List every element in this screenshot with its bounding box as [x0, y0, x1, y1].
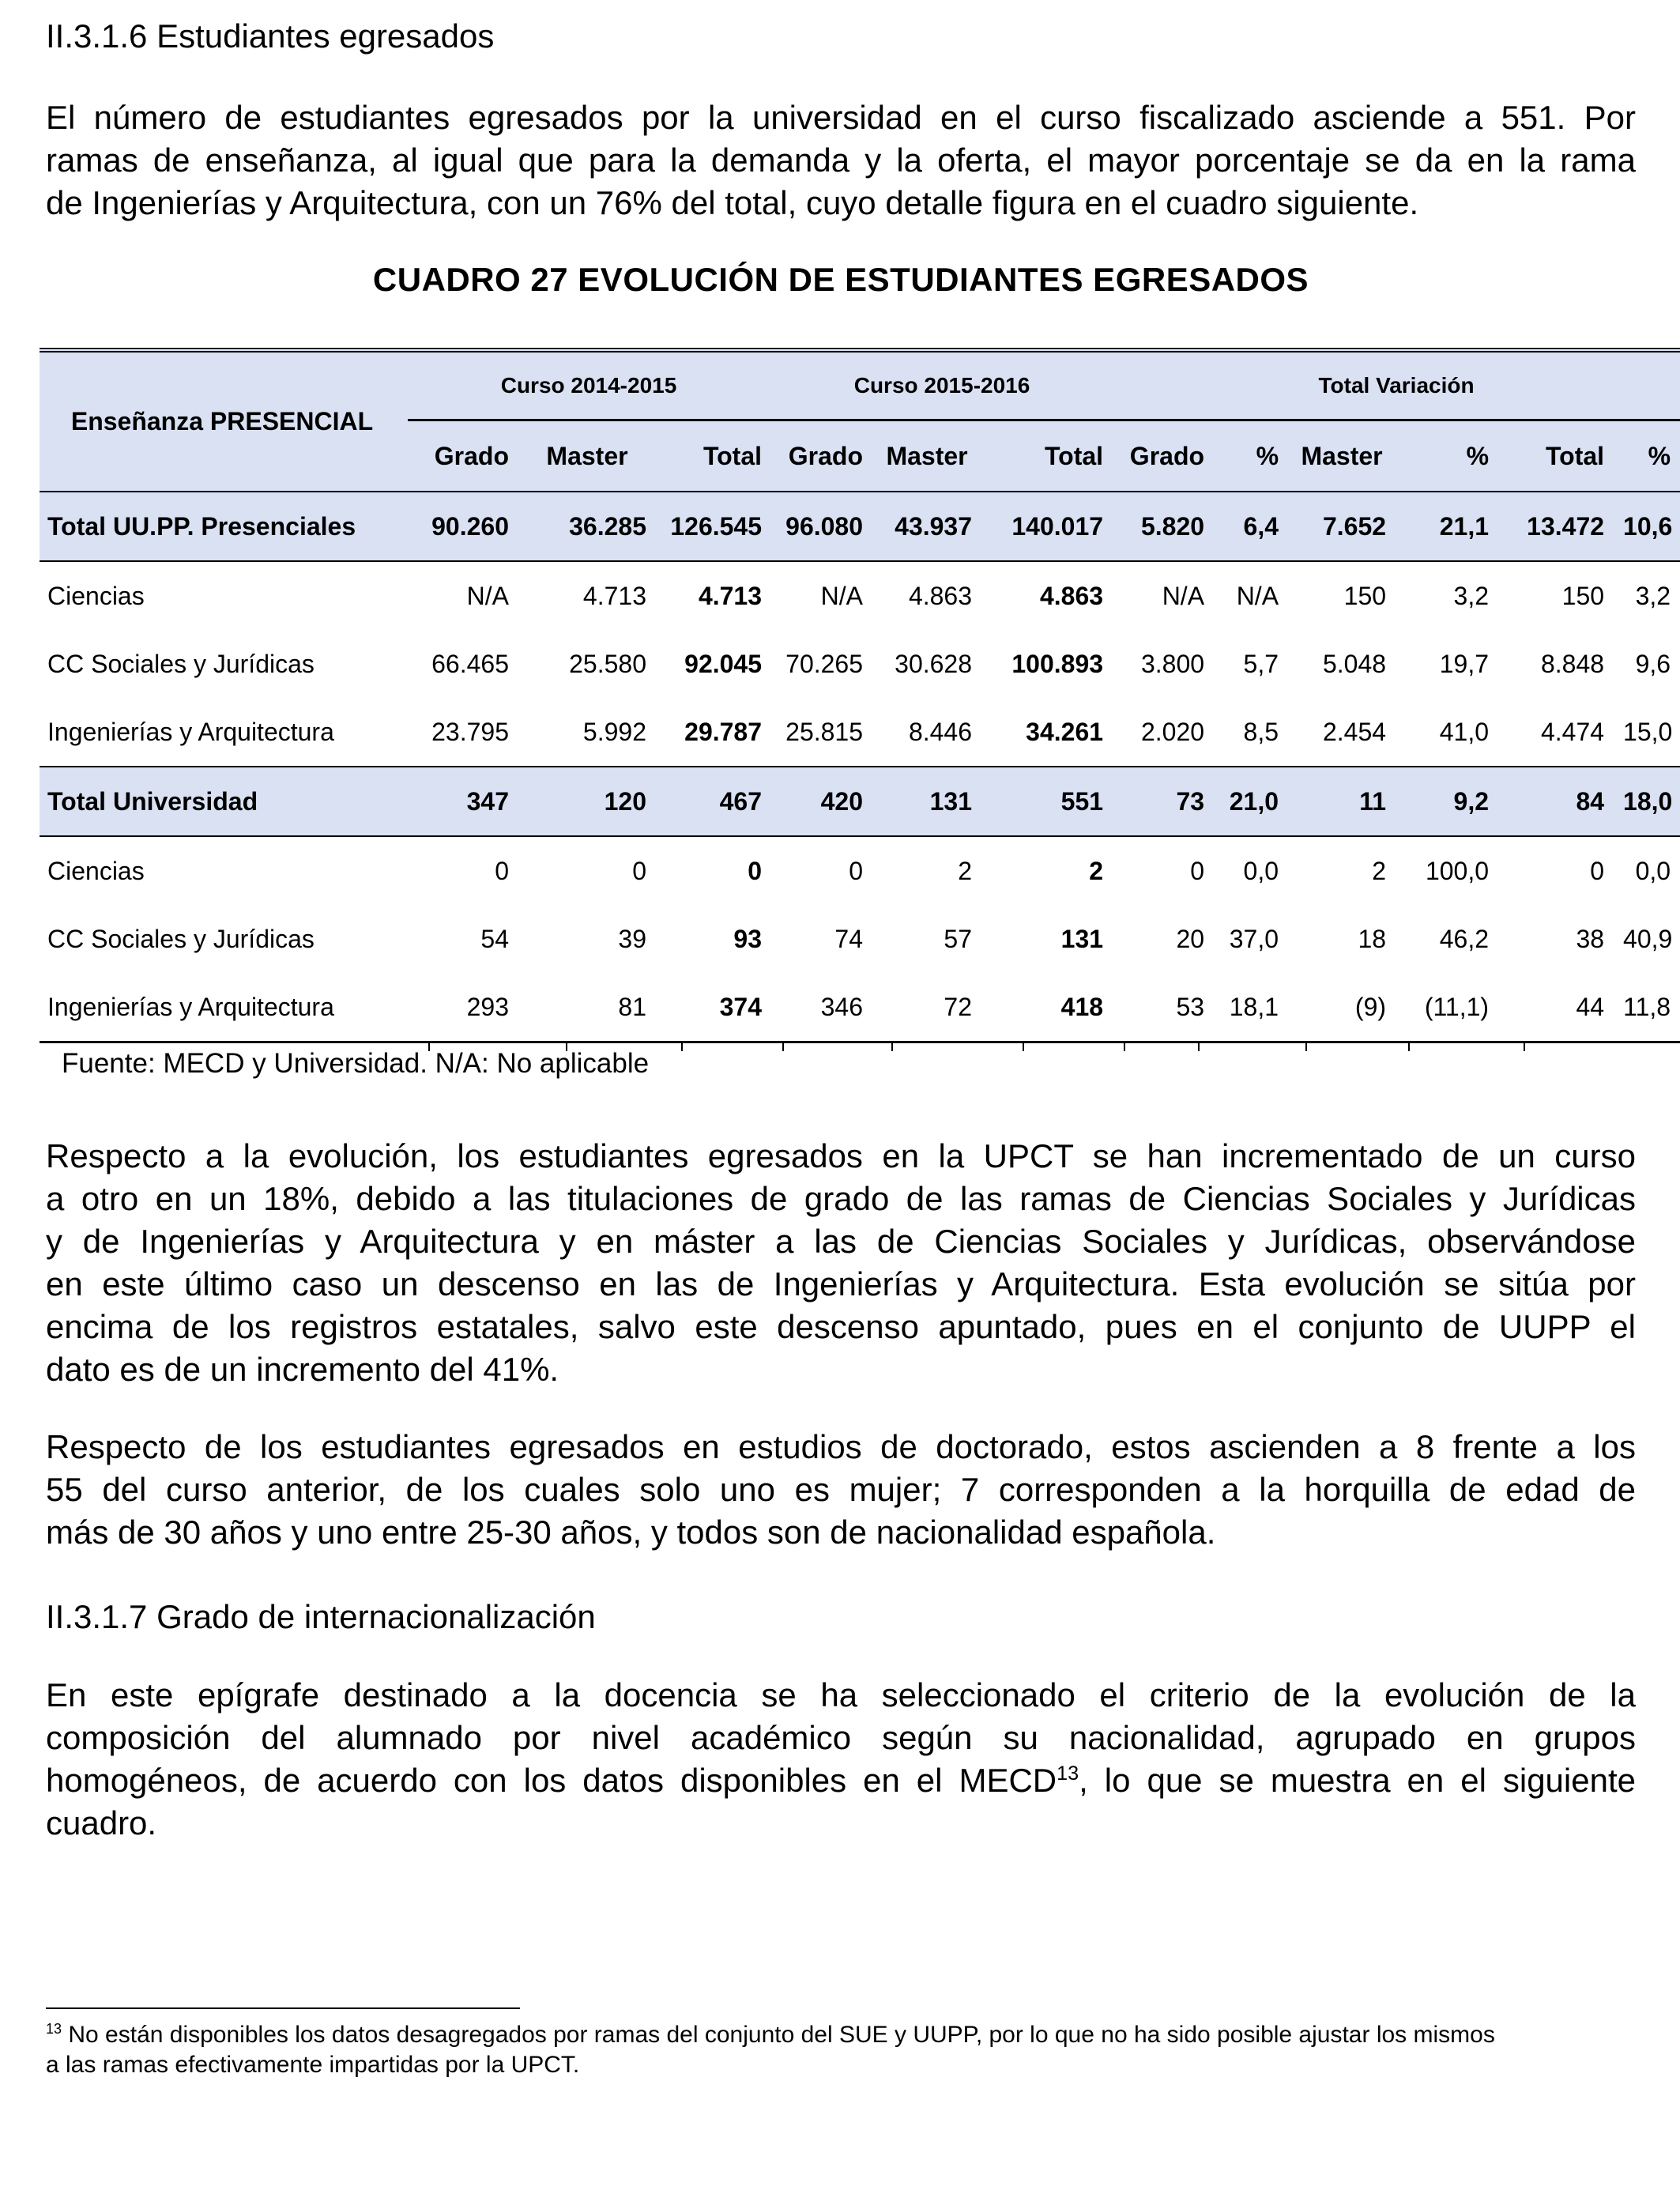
table-cell: 9,6: [1635, 649, 1671, 678]
table-cell: 72: [874, 973, 983, 1042]
table-cell: 66.465: [431, 649, 509, 678]
column-header: Grado: [1114, 420, 1215, 492]
table-cell: 293: [408, 973, 520, 1042]
footnote: [46, 2020, 1642, 2080]
table-cell: 0: [1190, 856, 1205, 885]
table-cell: 40,9: [1623, 924, 1673, 953]
table-cell: 120: [520, 767, 657, 836]
column-tick: [1524, 1042, 1525, 1051]
column-tick: [1124, 1042, 1125, 1051]
row-header: Enseñanza PRESENCIAL: [40, 350, 408, 492]
table-cell: 150: [1343, 581, 1387, 610]
table-row: [40, 630, 1680, 698]
table-cell: 4.713: [582, 581, 646, 610]
text-line: En este epígrafe destinado a la docencia se ha seleccionado el criterio de la evolución de la: [46, 1676, 1636, 1713]
text-fragment: homogéneos, de acuerdo con los datos disponibles en el MECD: [46, 1762, 1057, 1799]
table-cell: 4.863: [1039, 581, 1104, 610]
table-cell: 100,0: [1425, 856, 1490, 885]
table-cell: 2: [1089, 856, 1104, 885]
table-cell: 4.863: [908, 581, 973, 610]
table-cell: 15,0: [1623, 717, 1673, 746]
table-source: Fuente: MECD y Universidad. N/A: No aplicable: [62, 1048, 650, 1079]
table-cell: 73: [1114, 767, 1215, 836]
text-line: en este último caso un descenso en las de Ingenierías y Arquitectura. Esta evolución se sitúa por: [46, 1265, 1636, 1302]
internationalization-paragraph: [46, 1674, 1636, 1845]
table-cell: 34.261: [1026, 717, 1104, 746]
table-cell: 18: [1358, 924, 1387, 953]
text-fragment: , lo que se muestra en el siguiente: [1079, 1762, 1636, 1799]
section-heading-egresados: II.3.1.6 Estudiantes egresados: [46, 17, 495, 55]
table-cell: 20: [1176, 924, 1205, 953]
table-cell: 54: [480, 924, 509, 953]
table-row: [40, 767, 1680, 836]
table-cell: 100.893: [1011, 649, 1104, 678]
text-line: de Ingenierías y Arquitectura, con un 76% del total, cuyo detalle figura en el cuadro siguiente.: [46, 184, 1419, 221]
column-header: Total: [1500, 420, 1615, 492]
column-tick: [1305, 1042, 1307, 1051]
table-cell: 11: [1290, 767, 1397, 836]
table-cell: 13.472: [1500, 492, 1615, 561]
table-cell: 0,0: [1635, 856, 1671, 885]
table-cell: 39: [618, 924, 646, 953]
table-cell: 5.992: [582, 717, 646, 746]
table-cell: 70.265: [785, 649, 864, 678]
evolution-paragraph: [46, 1135, 1636, 1391]
row-label: Ciencias: [47, 856, 145, 885]
text-line: más de 30 años y uno entre 25-30 años, y todos son de nacionalidad española.: [46, 1514, 1216, 1551]
table-cell: 43.937: [874, 492, 983, 561]
table-cell: (9): [1290, 973, 1397, 1042]
table-cell: 21,1: [1397, 492, 1500, 561]
group-header: Curso 2015-2016: [773, 350, 1114, 420]
table-header-groups: [40, 350, 1680, 420]
row-label: Total Universidad: [40, 767, 408, 836]
table-cell: 131: [874, 767, 983, 836]
table-cell: 25.815: [785, 717, 864, 746]
footnote-number: 13: [46, 2021, 62, 2037]
table-cell: 467: [657, 767, 773, 836]
table-cell: 5.820: [1114, 492, 1215, 561]
table-cell: N/A: [820, 581, 864, 610]
text-line: dato es de un incremento del 41%.: [46, 1351, 559, 1388]
table-cell: 46,2: [1439, 924, 1490, 953]
table-cell: 0: [748, 856, 763, 885]
column-tick: [1198, 1042, 1200, 1051]
table-cell: 418: [983, 973, 1114, 1042]
table-cell: 140.017: [983, 492, 1114, 561]
row-label: Ciencias: [47, 581, 145, 610]
table-row: [40, 973, 1680, 1042]
table-cell: 10,6: [1615, 492, 1680, 561]
row-label: Ingenierías y Arquitectura: [40, 973, 408, 1042]
section-heading-internacionalizacion: II.3.1.7 Grado de internacionalización: [46, 1598, 596, 1635]
footnote-text: No están disponibles los datos desagregados por ramas del conjunto del SUE y UUPP, por lo que no ha sido posible ajustar los mismos: [62, 2022, 1495, 2048]
table-cell: 57: [944, 924, 973, 953]
table-cell: 0: [632, 856, 646, 885]
table-cell: 21,0: [1215, 767, 1290, 836]
table-cell: 551: [983, 767, 1114, 836]
table-cell: 3,2: [1453, 581, 1490, 610]
table-row: [40, 698, 1680, 767]
text-line: y de Ingenierías y Arquitectura y en máster a las de Ciencias Sociales y Jurídicas, observándose: [46, 1223, 1636, 1260]
column-tick: [1408, 1042, 1410, 1051]
table-cell: 5.048: [1322, 649, 1387, 678]
text-line: Respecto a la evolución, los estudiantes egresados en la UPCT se han incrementado de un curso: [46, 1137, 1636, 1174]
table-cell: 74: [834, 924, 864, 953]
group-header: Total Variación: [1114, 350, 1680, 420]
table-cell: 7.652: [1290, 492, 1397, 561]
row-label: CC Sociales y Jurídicas: [47, 924, 315, 953]
text-line: [46, 1759, 1636, 1802]
table-cell: 131: [1060, 924, 1104, 953]
intro-paragraph: [46, 96, 1636, 224]
table-cell: 0: [849, 856, 864, 885]
table-row: [40, 492, 1680, 561]
text-line: Respecto de los estudiantes egresados en estudios de doctorado, estos ascienden a 8 frente a los: [46, 1428, 1636, 1465]
table-cell: 2: [1372, 856, 1387, 885]
table-cell: 0: [1590, 856, 1605, 885]
column-header: %: [1215, 420, 1290, 492]
table-cell: 44: [1500, 973, 1615, 1042]
table-cell: 5,7: [1243, 649, 1279, 678]
table-cell: 19,7: [1439, 649, 1490, 678]
egresados-table: [40, 348, 1680, 1043]
column-header: Total: [983, 420, 1114, 492]
table-cell: 420: [773, 767, 874, 836]
table-cell: 25.580: [569, 649, 646, 678]
table-cell: N/A: [1236, 581, 1279, 610]
column-header: Grado: [408, 420, 520, 492]
table-cell: 0: [495, 856, 509, 885]
row-label: Ingenierías y Arquitectura: [47, 717, 334, 746]
table-cell: 2.020: [1140, 717, 1205, 746]
table-cell: 2.454: [1322, 717, 1387, 746]
table-cell: 81: [520, 973, 657, 1042]
footnote-reference[interactable]: 13: [1057, 1762, 1079, 1785]
column-header: Total: [657, 420, 773, 492]
group-header: Curso 2014-2015: [408, 350, 773, 420]
table-cell: 346: [773, 973, 874, 1042]
table-cell: 53: [1114, 973, 1215, 1042]
table-cell: 36.285: [520, 492, 657, 561]
table-cell: 23.795: [431, 717, 509, 746]
table-cell: 18,1: [1215, 973, 1290, 1042]
table-cell: 29.787: [684, 717, 763, 746]
text-line: El número de estudiantes egresados por la universidad en el curso fiscalizado asciende a 551. Por: [46, 99, 1636, 136]
table-cell: 374: [657, 973, 773, 1042]
column-tick: [681, 1042, 683, 1051]
table-cell: 347: [408, 767, 520, 836]
table-cell: 6,4: [1215, 492, 1290, 561]
table-cell: 4.474: [1540, 717, 1605, 746]
table-cell: 37,0: [1229, 924, 1279, 953]
column-tick: [1023, 1042, 1024, 1051]
table-cell: 3,2: [1635, 581, 1671, 610]
table-cell: N/A: [466, 581, 509, 610]
table-cell: 126.545: [657, 492, 773, 561]
text-line: ramas de enseñanza, al igual que para la demanda y la oferta, el mayor porcentaje se da en la rama: [46, 141, 1636, 179]
footnote-line: [46, 2020, 1642, 2050]
table-cell: 8.848: [1540, 649, 1605, 678]
table-cell: (11,1): [1397, 973, 1500, 1042]
table-row: [40, 836, 1680, 905]
table-cell: 4.713: [698, 581, 763, 610]
footnote-line: a las ramas efectivamente impartidas por la UPCT.: [46, 2052, 580, 2078]
table-cell: 8.446: [908, 717, 973, 746]
column-header: Grado: [773, 420, 874, 492]
table-cell: 8,5: [1243, 717, 1279, 746]
table-cell: 2: [958, 856, 973, 885]
column-tick: [782, 1042, 784, 1051]
table-cell: 9,2: [1397, 767, 1500, 836]
table-cell: 90.260: [408, 492, 520, 561]
table-cell: 11,8: [1615, 973, 1680, 1042]
column-header: Master: [520, 420, 657, 492]
table-cell: 41,0: [1439, 717, 1490, 746]
table-cell: 30.628: [895, 649, 973, 678]
table-cell: 18,0: [1615, 767, 1680, 836]
table-row: [40, 561, 1680, 630]
table-cell: 84: [1500, 767, 1615, 836]
table-cell: 38: [1576, 924, 1605, 953]
row-label: CC Sociales y Jurídicas: [47, 649, 315, 678]
table-cell: 0,0: [1243, 856, 1279, 885]
table-cell: N/A: [1162, 581, 1205, 610]
table-title: CUADRO 27 EVOLUCIÓN DE ESTUDIANTES EGRESADOS: [372, 261, 1309, 298]
column-header: %: [1397, 420, 1500, 492]
column-header: %: [1615, 420, 1680, 492]
column-header: Master: [874, 420, 983, 492]
text-line: 55 del curso anterior, de los cuales solo uno es mujer; 7 corresponden a la horquilla de edad de: [46, 1471, 1636, 1508]
table-cell: 93: [733, 924, 763, 953]
text-line: a otro en un 18%, debido a las titulaciones de grado de las ramas de Ciencias Sociales y Jurídicas: [46, 1180, 1636, 1217]
footnote-divider: [46, 2007, 520, 2009]
table-row: [40, 905, 1680, 973]
text-line: encima de los registros estatales, salvo este descenso apuntado, pues en el conjunto de UUPP el: [46, 1308, 1636, 1345]
table-cell: 96.080: [773, 492, 874, 561]
text-line: composición del alumnado por nivel académico según su nacionalidad, agrupado en grupos: [46, 1719, 1636, 1756]
column-tick: [891, 1042, 893, 1051]
table-cell: 92.045: [684, 649, 763, 678]
doctorate-paragraph: [46, 1426, 1636, 1554]
row-label: Total UU.PP. Presenciales: [40, 492, 408, 561]
table-cell: 150: [1561, 581, 1605, 610]
column-header: Master: [1290, 420, 1397, 492]
table-cell: 3.800: [1140, 649, 1205, 678]
text-line: cuadro.: [46, 1804, 157, 1842]
